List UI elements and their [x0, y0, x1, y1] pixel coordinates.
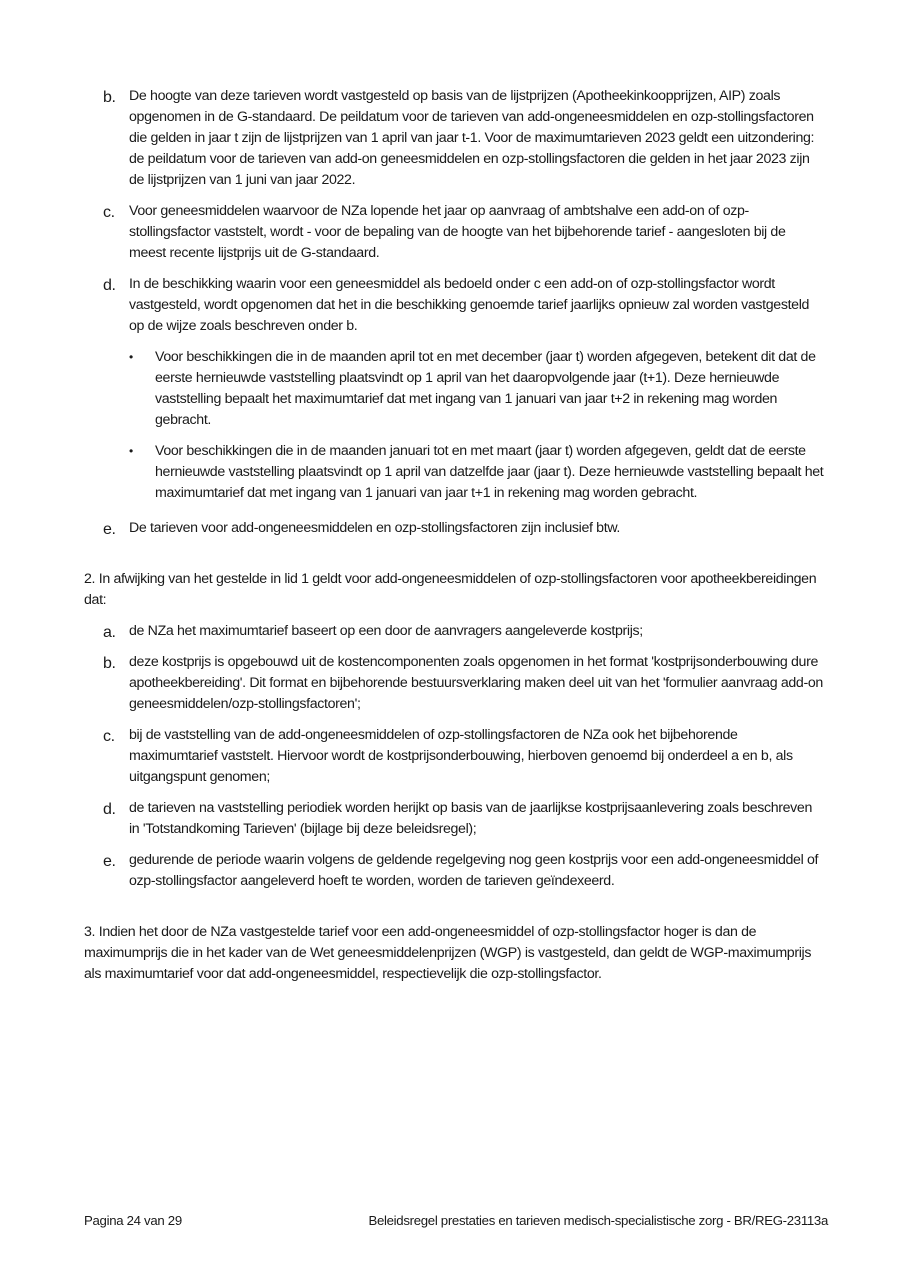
bullet-item	[129, 441, 824, 504]
list-item-1b	[84, 86, 824, 191]
list-item-text: Voor geneesmiddelen waarvoor de NZa lopende het jaar op aanvraag of ambtshalve een add-on of ozp-stollingsfactor vaststelt, wordt - voor de bepaling van de hoogte van het bijbehorende tarief - aangesloten bij de meest recente lijstprijs uit de G-standaard.	[129, 203, 786, 261]
list-item-2a	[84, 621, 824, 642]
section-3-text: 3. Indien het door de NZa vastgestelde tarief voor een add-ongeneesmiddel of ozp-stollingsfactor hoger is dan de maximumprijs die in het kader van de Wet geneesmiddelenprijzen (WGP) is vastgesteld, dan geldt de WGP-maximumprijs als maximumtarief voor dat add-ongeneesmiddel, respectievelijk die ozp-stollingsfactor.	[84, 924, 812, 982]
bullet-text: Voor beschikkingen die in de maanden april tot en met december (jaar t) worden afgegeven, betekent dit dat de eerste hernieuwde vaststelling plaatsvindt op 1 april van het daaropvolgende jaar (t+1). Deze hernieuwde vaststelling bepaalt het maximumtarief dat met ingang van 1 januari van jaar t+2 in rekening mag worden gebracht.	[155, 349, 816, 428]
bullet-item	[129, 347, 824, 431]
bullet-list	[129, 347, 824, 504]
page-number: Pagina 24 van 29	[84, 1213, 182, 1228]
bullet-icon: •	[129, 350, 133, 364]
list-item-text: deze kostprijs is opgebouwd uit de kostencomponenten zoals opgenomen in het format 'kostprijsonderbouwing dure apotheekbereiding'. Dit format en bijbehorende bestuursverklaring maken deel uit van het 'formulier aanvraag add-on geneesmiddelen/ozp-stollingsfactoren';	[129, 654, 823, 712]
list-item-1c	[84, 201, 824, 264]
list-marker: a.	[103, 624, 116, 641]
list-item-1e	[84, 518, 824, 539]
list-marker: e.	[103, 853, 116, 870]
bullet-text: Voor beschikkingen die in de maanden januari tot en met maart (jaar t) worden afgegeven, geldt dat de eerste hernieuwde vaststelling plaatsvindt op 1 april van datzelfde jaar (jaar t). Deze hernieuwde vaststelling bepaalt het maximumtarief dat met ingang van 1 januari van jaar t+1 in rekening mag worden gebracht.	[155, 443, 824, 501]
page-content	[84, 86, 824, 985]
list-item-2d	[84, 798, 824, 840]
section-2-intro: 2. In afwijking van het gestelde in lid 1 geldt voor add-ongeneesmiddelen of ozp-stollingsfactoren voor apotheekbereidingen dat:	[84, 571, 817, 608]
list-marker: b.	[103, 89, 116, 106]
list-item-text: In de beschikking waarin voor een geneesmiddel als bedoeld onder c een add-on of ozp-stollingsfactor wordt vastgesteld, wordt opgenomen dat het in die beschikking genoemde tarief jaarlijks opnieuw zal worden vastgesteld op de wijze zoals beschreven onder b.	[129, 276, 810, 334]
list-item-text: De hoogte van deze tarieven wordt vastgesteld op basis van de lijstprijzen (Apotheekinkoopprijzen, AIP) zoals opgenomen in de G-standaard. De peildatum voor de tarieven van add-ongeneesmiddelen en ozp-stollingsfactoren die gelden in jaar t zijn de lijstprijzen van 1 april van jaar t-1. Voor de maximumtarieven 2023 geldt een uitzondering: de peildatum voor de tarieven van add-on geneesmiddelen en ozp-stollingsfactoren die gelden in het jaar 2023 zijn de lijstprijzen van 1 juni van jaar 2022.	[129, 88, 815, 188]
list-marker: d.	[103, 277, 116, 294]
list-item-2e	[84, 850, 824, 892]
list-marker: e.	[103, 521, 116, 538]
list-marker: c.	[103, 204, 115, 221]
list-item-2b	[84, 652, 824, 715]
list-item-text: de tarieven na vaststelling periodiek worden herijkt op basis van de jaarlijkse kostprijsaanlevering zoals beschreven in 'Totstandkoming Tarieven' (bijlage bij deze beleidsregel);	[129, 800, 813, 837]
list-marker: b.	[103, 655, 116, 672]
list-item-text: de NZa het maximumtarief baseert op een door de aanvragers aangeleverde kostprijs;	[129, 623, 643, 639]
list-item-1d	[84, 274, 824, 504]
document-title: Beleidsregel prestaties en tarieven medisch-specialistische zorg - BR/REG-23113a	[368, 1213, 828, 1228]
list-item-text: gedurende de periode waarin volgens de geldende regelgeving nog geen kostprijs voor een add-ongeneesmiddel of ozp-stollingsfactor aangeleverd hoeft te worden, worden de tarieven geïndexeerd.	[129, 852, 819, 889]
list-item-2c	[84, 725, 824, 788]
list-marker: c.	[103, 728, 115, 745]
list-item-text: De tarieven voor add-ongeneesmiddelen en ozp-stollingsfactoren zijn inclusief btw.	[129, 520, 621, 536]
bullet-icon: •	[129, 444, 133, 458]
list-marker: d.	[103, 801, 116, 818]
list-item-text: bij de vaststelling van de add-ongeneesmiddelen of ozp-stollingsfactoren de NZa ook het bijbehorende maximumtarief vaststelt. Hiervoor wordt de kostprijsonderbouwing, hierboven genoemd bij onderdeel a en b, als uitgangspunt genomen;	[129, 727, 793, 785]
